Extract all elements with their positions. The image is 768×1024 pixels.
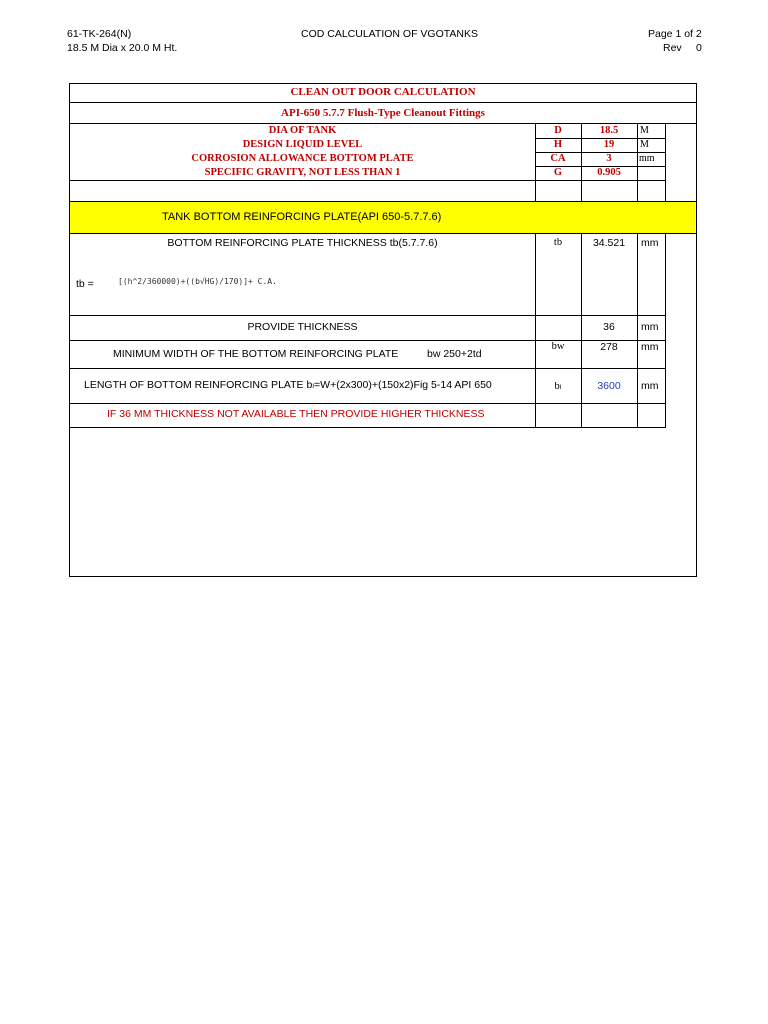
provide-thickness-label: PROVIDE THICKNESS [247,321,358,333]
length-label: LENGTH OF BOTTOM REINFORCING PLATE bₗ=W+(2x300)+(150x2)Fig 5-14 API 650 [84,379,492,391]
reinforcing-heading: TANK BOTTOM REINFORCING PLATE(API 650-5.7.7.6) [162,211,442,223]
param-unit: mm [639,153,655,164]
formula-lhs: tb = [76,278,94,290]
param-symbol: D [554,125,562,136]
param-symbol: CA [550,153,566,164]
provide-thickness-unit: mm [641,321,659,333]
length-value: 3600 [597,380,621,392]
thickness-label: BOTTOM REINFORCING PLATE THICKNESS tb(5.7.7.6) [167,237,438,249]
min-width-value: 278 [600,341,618,353]
min-width-unit: mm [641,341,659,353]
thickness-value: 34.521 [592,237,626,249]
provide-thickness-value: 36 [603,321,615,333]
param-symbol: H [553,139,563,150]
section-title: CLEAN OUT DOOR CALCULATION [290,86,476,98]
document-title: COD CALCULATION OF VGOTANKS [301,28,478,40]
param-label: SPECIFIC GRAVITY, NOT LESS THAN 1 [204,167,401,178]
min-width-label: MINIMUM WIDTH OF THE BOTTOM REINFORCING PLATE [113,348,399,360]
param-unit: M [640,125,649,136]
param-value: 3 [606,153,612,164]
rev-label: Rev [663,42,682,54]
min-width-symbol: bw [551,341,565,352]
thickness-unit: mm [641,237,659,249]
param-label: CORROSION ALLOWANCE BOTTOM PLATE [191,153,414,164]
length-unit: mm [641,380,659,392]
tank-size: 18.5 M Dia x 20.0 M Ht. [67,42,178,54]
rev-value: 0 [696,42,702,54]
param-value: 0.905 [597,167,621,178]
param-value: 19 [603,139,615,150]
param-value: 18.5 [599,125,619,136]
param-symbol: G [553,167,563,178]
length-symbol: bₗ [554,381,562,392]
param-label: DIA OF TANK [268,125,337,136]
page-number: Page 1 of 2 [648,28,702,40]
param-unit: M [640,139,649,150]
formula-expression: [(h^2/360000)+((b√HG)/170)]+ C.A. [118,277,277,286]
param-label: DESIGN LIQUID LEVEL [242,139,363,150]
section-subtitle: API-650 5.7.7 Flush-Type Cleanout Fittings [281,107,485,119]
min-width-formula: bw 250+2td [427,348,482,360]
thickness-note: IF 36 MM THICKNESS NOT AVAILABLE THEN PROVIDE HIGHER THICKNESS [107,408,485,420]
doc-number: 61-TK-264(N) [67,28,132,40]
thickness-symbol: tb [553,237,563,248]
